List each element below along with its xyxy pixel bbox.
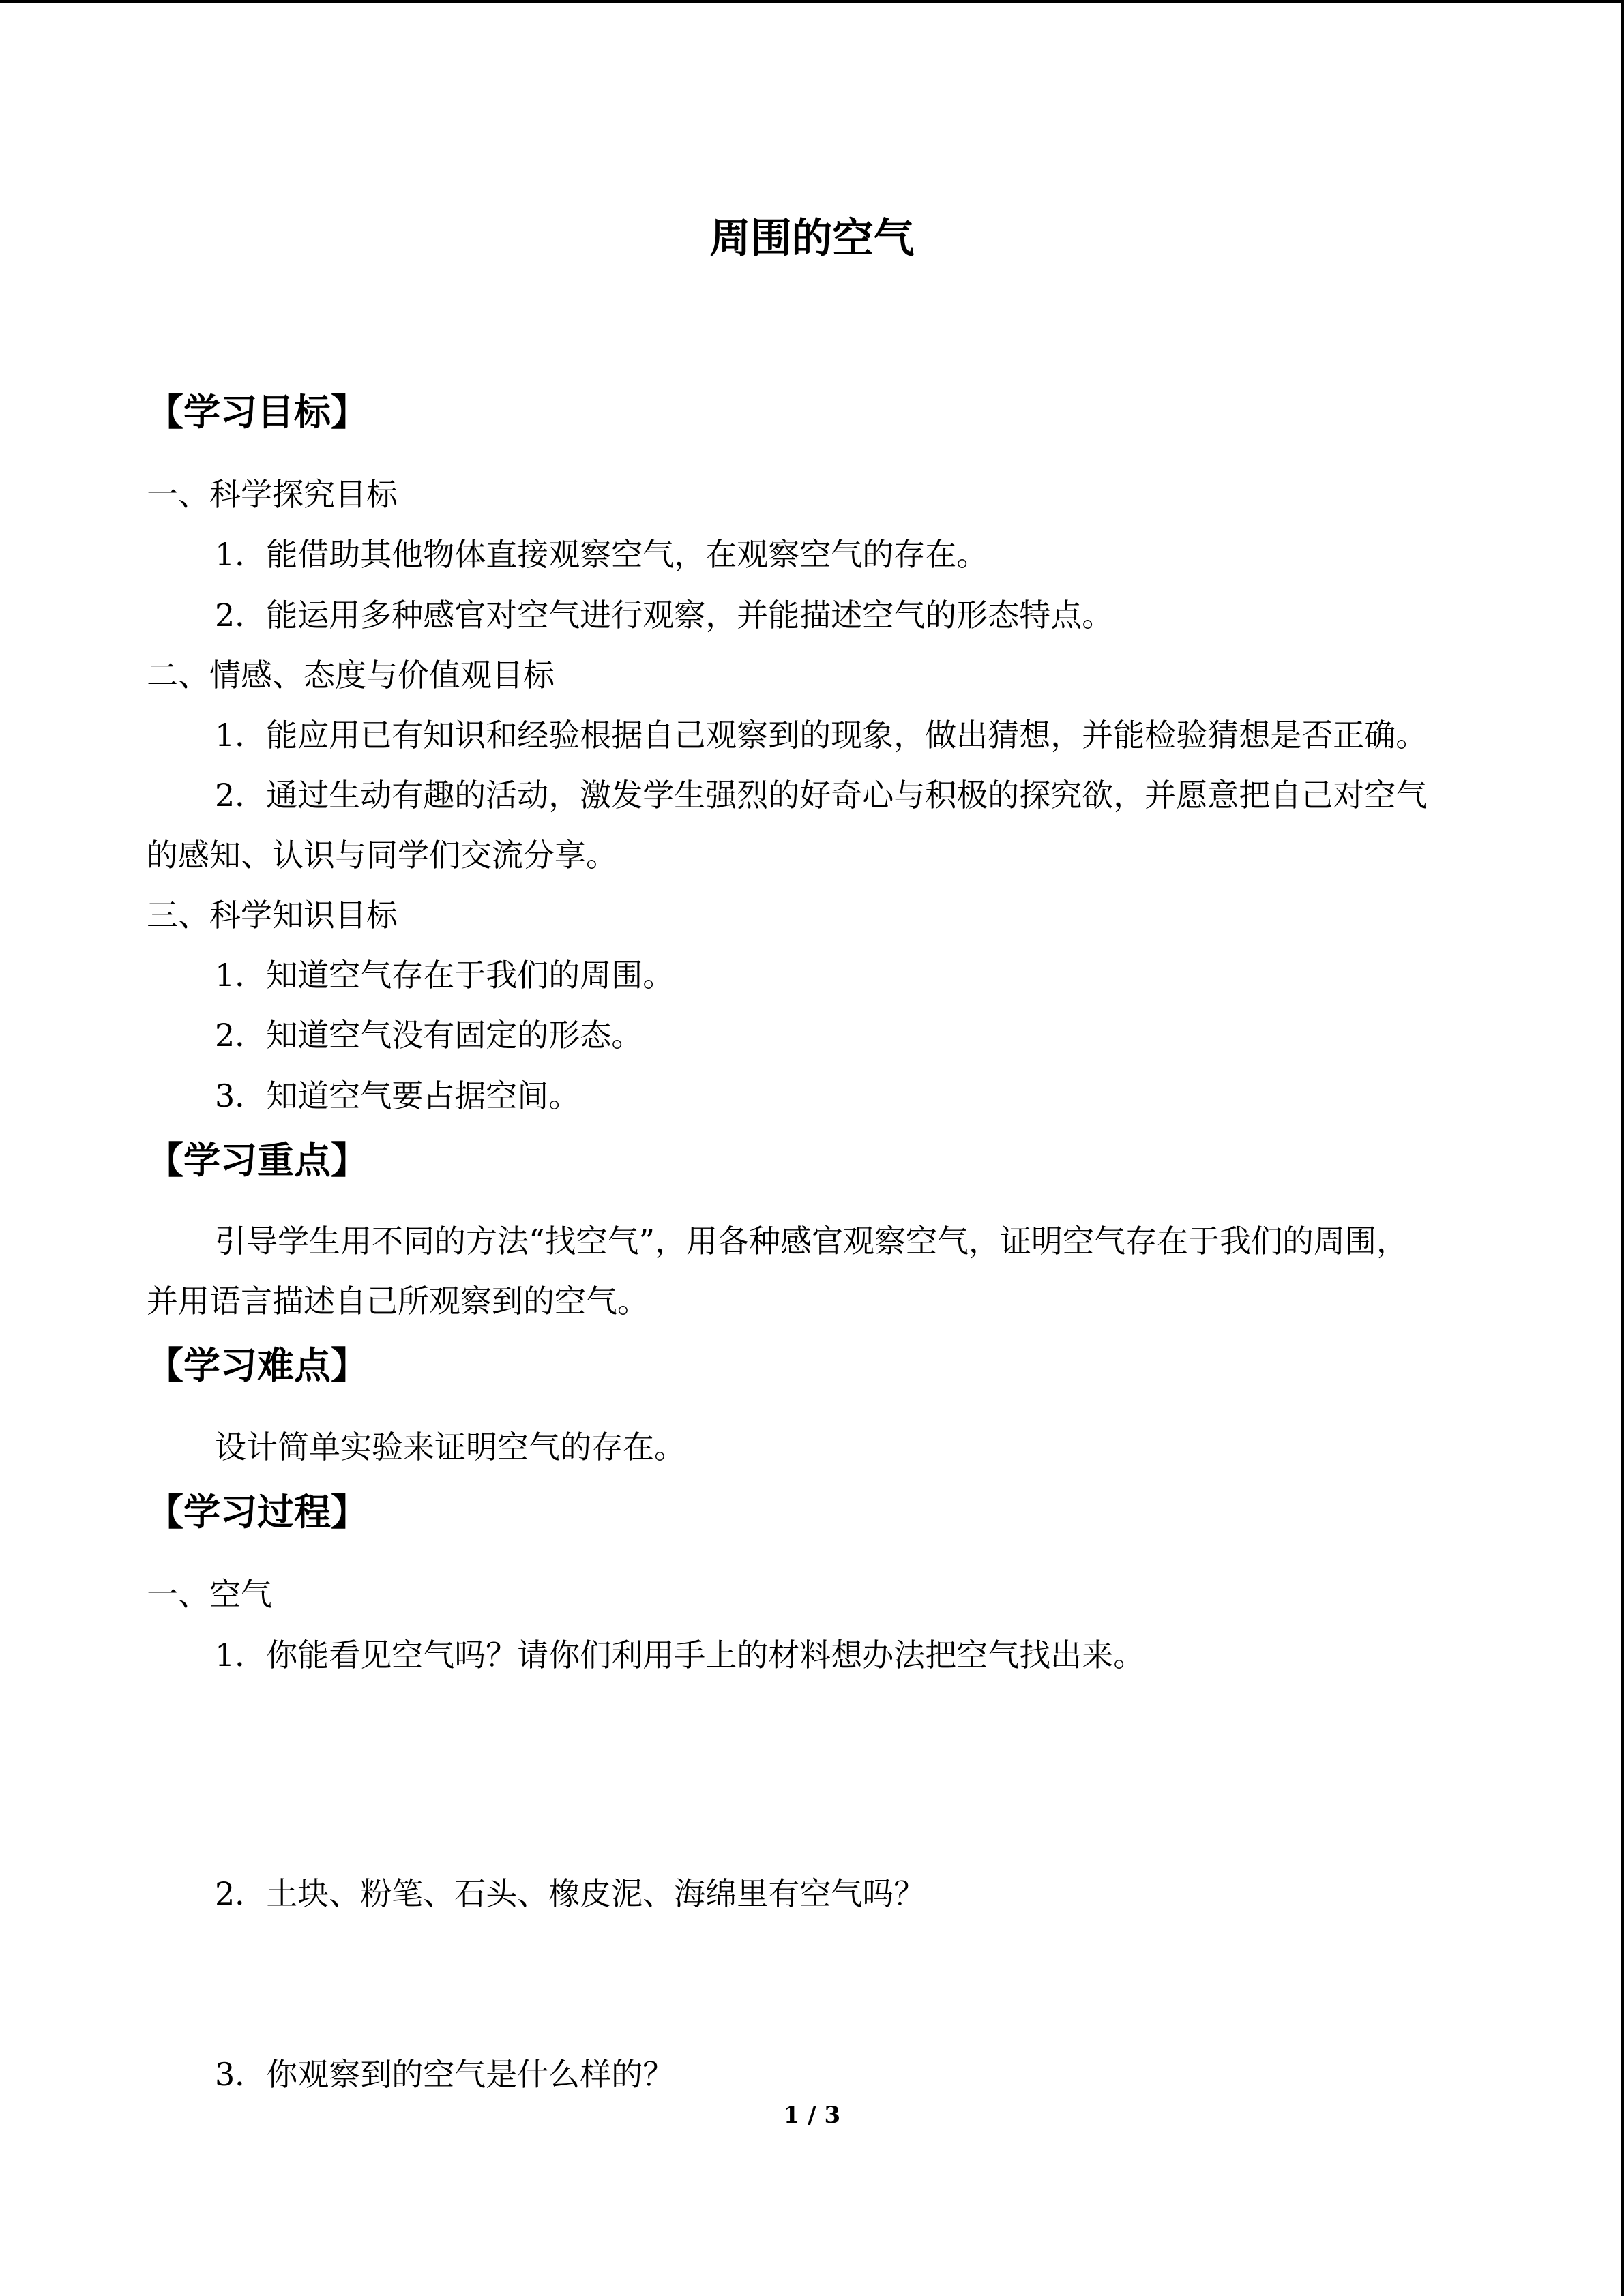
key-points-line-2: 并用语言描述自己所观察到的空气。: [147, 1283, 649, 1320]
heading-difficulties: 【学习难点】: [147, 1344, 368, 1387]
process-part1-label: 一、空气: [147, 1576, 272, 1613]
document-title: 周围的空气: [709, 215, 915, 263]
objectives-part2-label: 二、情感、态度与价值观目标: [147, 657, 555, 694]
process-question-1: 1．你能看见空气吗？请你们利用手上的材料想办法把空气找出来。: [215, 1637, 1145, 1673]
key-points-line-1: 引导学生用不同的方法“找空气”，用各种感官观察空气，证明空气存在于我们的周围，: [215, 1223, 1408, 1259]
objectives-part1-item-2: 2．能运用多种感官对空气进行观察，并能描述空气的形态特点。: [215, 597, 1114, 633]
objectives-part1-label: 一、科学探究目标: [147, 476, 398, 513]
page-number: 1 / 3: [783, 2102, 841, 2129]
objectives-part3-item-3: 3．知道空气要占据空间。: [215, 1077, 580, 1114]
page-border-top: [0, 0, 1624, 3]
objectives-part3-item-1: 1．知道空气存在于我们的周围。: [215, 957, 675, 994]
process-question-3: 3．你观察到的空气是什么样的？: [215, 2056, 675, 2093]
heading-key-points: 【学习重点】: [147, 1139, 368, 1182]
objectives-part1-item-1: 1．能借助其他物体直接观察空气，在观察空气的存在。: [215, 536, 988, 573]
objectives-part2-item-2-cont: 的感知、认识与同学们交流分享。: [147, 837, 617, 874]
process-question-2: 2．土块、粉笔、石头、橡皮泥、海绵里有空气吗？: [215, 1875, 926, 1912]
heading-objectives: 【学习目标】: [147, 391, 368, 434]
objectives-part3-item-2: 2．知道空气没有固定的形态。: [215, 1017, 643, 1054]
objectives-part2-item-1: 1．能应用已有知识和经验根据自己观察到的现象，做出猜想，并能检验猜想是否正确。: [215, 717, 1428, 754]
page-border-right: [1621, 0, 1624, 2296]
heading-process: 【学习过程】: [147, 1491, 368, 1534]
objectives-part3-label: 三、科学知识目标: [147, 897, 398, 934]
objectives-part2-item-2: 2．通过生动有趣的活动，激发学生强烈的好奇心与积极的探究欲，并愿意把自己对空气: [215, 777, 1428, 814]
difficulties-line-1: 设计简单实验来证明空气的存在。: [215, 1429, 685, 1465]
